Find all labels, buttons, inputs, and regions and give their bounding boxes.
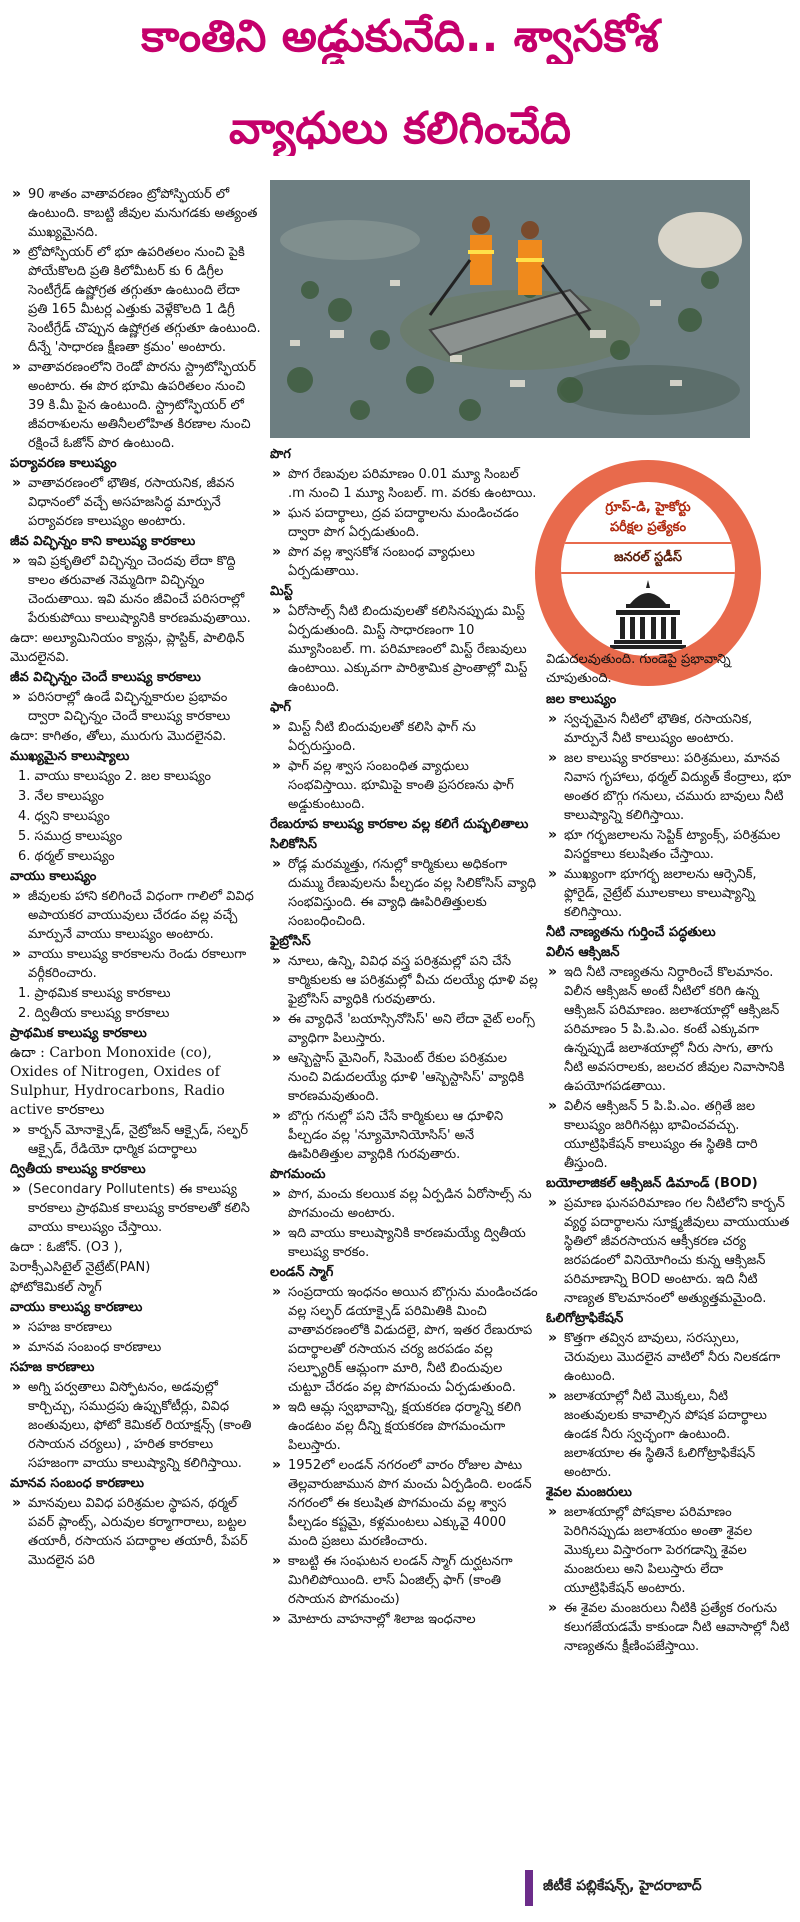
bullet-paragraph: » ఈ శైవల మంజరులు నీటికి ప్రత్యేక రంగును కలుగజేయడమే కాకుండా నీటి ఆవాసాల్లో నీటి నాణ్యతను క్షీణింపజేస్తాయి. [546,1599,792,1656]
bullet-paragraph: » వాతావరణంలో భౌతిక, రసాయనిక, జీవన విధానంలో వచ్చే అసహజసిద్ధ మార్పునే పర్యావరణ కాలుష్యం అంటారు. [10,474,262,531]
column-3-continuation: విడుదలవుతుంది. గుండెపై ప్రభావాన్ని చూపుతుంది. [546,652,731,686]
bullet-paragraph: » 90 శాతం వాతావరణం ట్రోపోస్ఫియర్ లో ఉంటుంది. కాబట్టి జీవుల మనుగడకు అత్యంత ముఖ్యమైనది. [10,185,262,242]
bullet-paragraph: » కాబట్టి ఈ సంఘటన లండన్ స్మాగ్ దుర్ఘటనగా మిగిలిపోయింది. లాస్ ఏంజిల్స్ ఫాగ్ (కాంతి రసాయన పొగమంచు) [270,1552,538,1609]
bullet-paragraph: » ఇవి ప్రకృతిలో విచ్ఛిన్నం చెందవు లేదా కొద్ది కాలం తరువాత నెమ్మదిగా విచ్ఛిన్నం చెందుతాయి. ఇవి మనం జీవించే పరిసరాల్లో పేరుకుపోయి కాలుష్యానికి కారణమవుతాయి. [10,552,262,628]
section-subheading: వాయు కాలుష్యం [10,869,97,884]
bullet-paragraph: » కొత్తగా తవ్విన బావులు, సరస్సులు, చెరువులు మొదలైన వాటిలో నీరు నిలకడగా ఉంటుంది. [546,1329,792,1386]
numbered-list-item: 2. ద్వితీయ కాలుష్య కారకాలు [18,1006,170,1021]
bullet-paragraph: » ఇది ఆమ్ల స్వభావాన్ని, క్షయకరణ ధర్మాన్ని కలిగి ఉండటం వల్ల దీన్ని క్షయకరణ పొగమంచుగా పిలుస్తారు. [270,1398,538,1455]
publisher-name: జీటీకే పబ్లికేషన్స్, హైదరాబాద్ [543,1878,702,1894]
section-subheading: మిస్ట్ [270,584,293,599]
bullet-paragraph: » భూ గర్భజలాలను సెప్టిక్ ట్యాంక్స్, పరిశ్రమల విసర్జకాలు కలుషితం చేస్తాయి. [546,826,792,864]
bullet-paragraph: » మిస్ట్ నీటి బిందువులతో కలిసి ఫాగ్ ను ఏర్పరుస్తుంది. [270,718,538,756]
section-subheading: శైవల మంజరులు [546,1485,632,1500]
section-subheading: ఫైబ్రోసిస్ [270,934,311,949]
example-text: ఉదా: కాగితం, తోలు, మురుగు మొదలైనవి. [10,729,227,744]
section-subheading: పొగమంచు [270,1167,326,1182]
example-text: ఉదా: అల్యూమినియం క్యాన్లు, ప్లాస్టిక్, పాలిథిన్ మొదలైనవి. [10,631,245,665]
bullet-paragraph: » జలాశయాల్లో నీటి మొక్కలు, నీటి జంతువులకు కావాల్సిన పోషక పదార్థాలు ఉండక నీరు స్వచ్ఛంగా ఉంటుంది. జలాశయాల ఈ స్థితినే ఓలిగోట్రాఫికేషన్ అంటారు. [546,1387,792,1482]
bullet-paragraph: » పొగ, మంచు కలయిక వల్ల ఏర్పడిన ఏరోసాల్స్ ను పొగమంచు అంటారు. [270,1185,538,1223]
bullet-paragraph: » ఫాగ్ వల్ల శ్వాస సంబంధిత వ్యాధులు సంభవిస్తాయి. భూమిపై కాంతి ప్రసరణను ఫాగ్ అడ్డుకుంటుంది. [270,757,538,814]
bullet-paragraph: » జల కాలుష్య కారకాలు: పరిశ్రమలు, మానవ నివాస గృహాలు, థర్మల్ విద్యుత్ కేంద్రాలు, భూ అంతర బొగ్గు గనులు, చమురు బావులు నీటి కాలుష్యాన్ని కలిగిస్తాయి. [546,749,792,825]
publisher-credit [525,1870,790,1906]
section-subheading: సిలికోసిస్ [270,837,317,852]
section-subheading: జల కాలుష్యం [546,692,617,707]
bullet-paragraph: » బొగ్గు గనుల్లో పని చేసే కార్మికులు ఆ ధూళిని పీల్చడం వల్ల 'న్యూమోనియోసిస్' అనే ఊపిరితిత్తుల వ్యాధికి గురవుతారు. [270,1107,538,1164]
bullet-paragraph: » విలీన ఆక్సిజన్ 5 పి.పి.ఎం. తగ్గితే జల కాలుష్యం జరిగినట్లు భావించవచ్చు. యూట్రిఫికేషన్ కాలుష్యం ఈ స్థితికి దారి తీస్తుంది. [546,1097,792,1173]
section-subheading: విలీన ఆక్సిజన్ [546,945,620,960]
bullet-paragraph: » మోటారు వాహనాల్లో శిలాజ ఇంధనాల [270,1610,538,1629]
example-text: ఉదా : ఓజోన్. (O3 ), [10,1240,123,1255]
bullet-paragraph: » ముఖ్యంగా భూగర్భ జలాలను ఆర్సెనిక్, ఫ్లోరైడ్, నైట్రేట్ మూలకాలు కాలుష్యాన్ని కలిగిస్తాయి. [546,865,792,922]
bullet-paragraph: » వాయు కాలుష్య కారకాలను రెండు రకాలుగా వర్గీకరించారు. [10,945,262,983]
bullet-paragraph: » మానవులు వివిధ పరిశ్రమల స్థాపన, థర్మల్ పవర్ ప్లాంట్స్, ఎరువుల కర్మాగారాలు, బట్టల తయారీ, రసాయన పదార్థాల తయారీ, పేపర్ మొదలైన పరి [10,1494,262,1570]
bullet-paragraph: » ఘన పదార్థాలు, ద్రవ పదార్థాలను మండించడం ద్వారా పొగ ఏర్పడుతుంది. [270,504,538,542]
bullet-paragraph: » సహజ కారణాలు [10,1318,262,1337]
bullet-paragraph: » ట్రోపోస్ఫియర్ లో భూ ఉపరితలం నుంచి పైకి పోయేకొలది ప్రతి కిలోమీటర్ కు 6 డిగ్రీల సెంటీగ్రేడ్ ఉష్ణోగ్రత తగ్గుతూ ఉంటుంది లేదా ప్రతి 165 మీటర్ల ఎత్తుకు వెళ్లేకొలది 1 డిగ్రీ సెంటీగ్రేడ్ చొప్పున ఉష్ణోగ్రత తగ్గుతూ ఉంటుంది. దీన్నే 'సాధారణ క్షీణతా క్రమం' అంటారు. [10,243,262,357]
section-subheading: పొగ [270,447,291,462]
article-column-3 [546,690,792,1890]
section-subheading: రేణురూప కాలుష్య కారకాల వల్ల కలిగే దుష్ఫలితాలు [270,817,529,832]
bullet-paragraph: » ఆస్బెస్టాస్ మైనింగ్, సిమెంట్ రేకుల పరిశ్రమల నుంచి విడుదలయ్యే ధూళి 'ఆస్బెస్టాసిస్' వ్యాధికి కారణమవుతుంది. [270,1049,538,1106]
section-subheading: బయోలాజికల్ ఆక్సిజన్ డిమాండ్ (BOD) [546,1176,758,1191]
bullet-paragraph: » వాతావరణంలోని రెండో పొరను స్ట్రాటోస్ఫియర్ అంటారు. ఈ పొర భూమి ఉపరితలం నుంచి 39 కి.మీ పైన ఉంటుంది. స్ట్రాటోస్ఫియర్ లో జీవరాశులను అతినీలలోహిత కిరణాల నుంచి రక్షించే ఓజోన్ పొర ఉంటుంది. [10,358,262,453]
bullet-paragraph: » పొగ వల్ల శ్వాసకోశ సంబంధ వ్యాధులు ఏర్పడుతాయి. [270,543,538,581]
section-subheading: జీవ విచ్ఛిన్నం చెందే కాలుష్య కారకాలు [10,670,201,685]
numbered-list-item: 5. సముద్ర కాలుష్యం [18,829,123,844]
section-subheading: ముఖ్యమైన కాలుష్యాలు [10,749,130,764]
section-subheading: ద్వితీయ కాలుష్య కారకాలు [10,1162,146,1177]
section-subheading: జీవ విచ్ఛిన్నం కాని కాలుష్య కారకాలు [10,534,196,549]
bullet-paragraph: » పొగ రేణువుల పరిమాణం 0.01 మ్యూ సింబల్ .m నుంచి 1 మ్యూ సింబల్. m. వరకు ఉంటాయి. [270,465,538,503]
bullet-paragraph: » ఇది వాయు కాలుష్యానికి కారణమయ్యే ద్వితీయ కాలుష్య కారకం. [270,1224,538,1262]
bullet-paragraph: » అగ్ని పర్వతాలు విస్ఫోటనం, అడవుల్లో కార్చిచ్చు, సముద్రపు ఉప్పుకోటీర్లు, వివిధ జంతువులు, ఫోటో కెమికల్ రియాక్షన్స్ (కాంతి రసాయన చర్యలు) , హరిత కారకాలు సహజంగా వాయు కాలుష్యాన్ని కలిగిస్తాయి. [10,1378,262,1473]
bullet-paragraph: » సంప్రదాయ ఇంధనం అయిన బొగ్గును మండించడం వల్ల సల్ఫర్ డయాక్సైడ్ పరిమితికి మించి వాతావరణంలోకి విడుదలై, పొగ, ఇతర రేణురూప పదార్థాలతో రసాయన చర్య జరపడం వల్ల సల్ఫ్యూరిక్ ఆమ్లంగా మారి, నీటి బిందువుల చుట్టూ చేరడం వల్ల పొగమంచు ఏర్పడుతుంది. [270,1283,538,1397]
section-subheading: ఫాగ్ [270,700,291,715]
bullet-paragraph: » కార్బన్ మోనాక్సైడ్, నైట్రోజన్ ఆక్సైడ్, సల్ఫర్ ఆక్సైడ్, రేడియో ధార్మిక పదార్థాలు [10,1121,262,1159]
badge-exam-name: గ్రూప్-డి, హైకోర్టు [605,500,691,515]
numbered-list-item: 1. ప్రాథమిక కాలుష్య కారకాలు [18,986,171,1001]
bullet-paragraph: » పరిసరాల్లో ఉండే విచ్ఛిన్నకారుల ప్రభావం ద్వారా విచ్ఛిన్నం చెందే కాలుష్య కారకాలు [10,688,262,726]
section-subheading: సహజ కారణాలు [10,1360,95,1375]
bullet-paragraph: » ఈ వ్యాధినే 'బయాస్సినోసిస్' అని లేదా వైట్ లంగ్స్ వ్యాధిగా పిలుస్తారు. [270,1010,538,1048]
section-subheading: లండన్ స్మాగ్ [270,1265,334,1280]
bullet-paragraph: » 1952లో లండన్ నగరంలో వారం రోజుల పాటు తెల్లవారుజామున పొగ మంచు ఏర్పడింది. లండన్ నగరంలో ఈ కలుషిత పొగమంచు వల్ల శ్వాస పీల్చడం కష్టమై, కళ్లమంటలు ఎక్కువై 4000 మంది ప్రజలు మరణించారు. [270,1456,538,1551]
badge-inner-circle [561,482,735,656]
bullet-paragraph: » (Secondary Pollutents) ఈ కాలుష్య కారకాలు ప్రాథమిక కాలుష్య కారకాలతో కలిసి వాయు కాలుష్యం చేస్తాయి. [10,1180,262,1237]
bullet-paragraph: » నూలు, ఉన్ని, వివిధ వస్త్ర పరిశ్రమల్లో పని చేసే కార్మికులకు ఆ పరిశ్రమల్లో వీచు దలయ్యే ధూళి వల్ల ఫైబ్రోసిస్ వ్యాధికి గురవుతారు. [270,952,538,1009]
numbered-list-item: 4. ధ్వని కాలుష్యం [18,809,110,824]
badge-subject: జనరల్ స్టడీస్ [614,550,682,565]
numbered-list-item: 3. నేల కాలుష్యం [18,789,104,804]
badge-divider-top [561,542,735,544]
headline-line-1: కాంతిని అడ్డుకునేది.. శ్వాసకోశ [141,11,659,62]
english-example-text: ఉదా : Carbon Monoxide (co), Oxides of Nitrogen, Oxides of Sulphur, Hydrocarbons, Radio active కారకాలు [10,1045,225,1118]
bullet-paragraph: » రోడ్ల మరమ్మత్తు, గనుల్లో కార్మికులు అధికంగా దుమ్ము రేణువులను పీల్చడం వల్ల సిలికోసిస్ వ్యాధి సంభవిస్తుంది. ఈ వ్యాధి ఊపిరితిత్తులకు సంబంధించింది. [270,855,538,931]
headline-line-2: వ్యాధులు కలిగించేది [229,103,571,154]
workers-cleaning-lake-image [270,180,750,438]
section-subheading: వాయు కాలుష్య కారణాలు [10,1300,143,1315]
badge-divider-bottom [561,572,735,574]
government-building-icon [608,578,688,650]
section-subheading: ఓలిగోట్రాఫికేషన్ [546,1311,624,1326]
example-text: ఫోటోకెమికల్ స్మాగ్ [10,1280,102,1295]
bullet-paragraph: » స్వచ్ఛమైన నీటిలో భౌతిక, రసాయనిక, మార్పునే నీటి కాలుష్యం అంటారు. [546,710,792,748]
bullet-paragraph: » జలాశయాల్లో పోషకాల పరిమాణం పెరిగినప్పుడు జలాశయం అంతా శైవల మొక్కలు విస్తారంగా పెరగడాన్ని శైవల మంజరులు అని పిలుస్తారు లేదా యూట్రిఫికేషన్ అంటారు. [546,1503,792,1598]
article-photo [270,180,750,438]
article-column-1 [10,185,262,1910]
bullet-paragraph: » ఏరోసాల్స్ నీటి బిందువులతో కలిసినప్పుడు మిస్ట్ ఏర్పడుతుంది. మిస్ట్ సాధారణంగా 10 మ్యూసింబల్. m. పరిమాణంలో మిస్ట్ రేణువులు ఉంటాయి. ఎక్కువగా పారిశ్రామిక ప్రాంతాల్లో మిస్ట్ ఉంటుంది. [270,602,538,697]
badge-special: పరీక్షల ప్రత్యేకం [609,520,687,535]
section-subheading: ప్రాథమిక కాలుష్య కారకాలు [10,1026,147,1041]
numbered-list-item: 1. వాయు కాలుష్యం 2. జల కాలుష్యం [18,769,211,784]
article-column-2 [270,445,538,1910]
example-text: పెరాక్సీఎసిటైల్ నైట్రేట్(PAN) [10,1260,151,1275]
section-subheading: మానవ సంబంధ కారణాలు [10,1476,145,1491]
bullet-paragraph: » ప్రమాణ ఘనపరిమాణం గల నీటిలోని కార్బన్ వ్యర్థ పదార్థాలను సూక్ష్మజీవులు వాయుయుత స్థితిలో జీవరసాయన ఆక్సీకరణ చర్య జరపడంలో వినియోగించు కున్న ఆక్సిజన్ పరిమాణాన్ని BOD అంటారు. ఇది నీటి నాణ్యత కొలమానంలో అత్యుత్తమమైంది. [546,1194,792,1308]
bullet-paragraph: » మానవ సంబంధ కారణాలు [10,1338,262,1357]
numbered-list-item: 6. థర్మల్ కాలుష్యం [18,849,115,864]
section-subheading: పర్యావరణ కాలుష్యం [10,456,117,471]
section-subheading: నీటి నాణ్యతను గుర్తించే పద్ధతులు [546,925,716,940]
bullet-paragraph: » ఇది నీటి నాణ్యతను నిర్ధారించే కొలమానం. విలీన ఆక్సిజన్ అంటే నీటిలో కరిగి ఉన్న ఆక్సిజన్ పరిమాణం. జలాశయాల్లో ఆక్సిజన్ పరిమాణం 5 పి.పి.ఎం. కంటే ఎక్కువగా ఉన్నప్పుడే జలాశయాల్లో నీరు సాగు, తాగు నీటి అవసరాలకు, జలచర జీవుల నివాసానికి ఉపయోగపడతాయి. [546,963,792,1096]
bullet-paragraph: » జీవులకు హాని కలిగించే విధంగా గాలిలో వివిధ అపాయకర వాయువులు చేరడం వల్ల వచ్చే మార్పునే వాయు కాలుష్యం అంటారు. [10,887,262,944]
